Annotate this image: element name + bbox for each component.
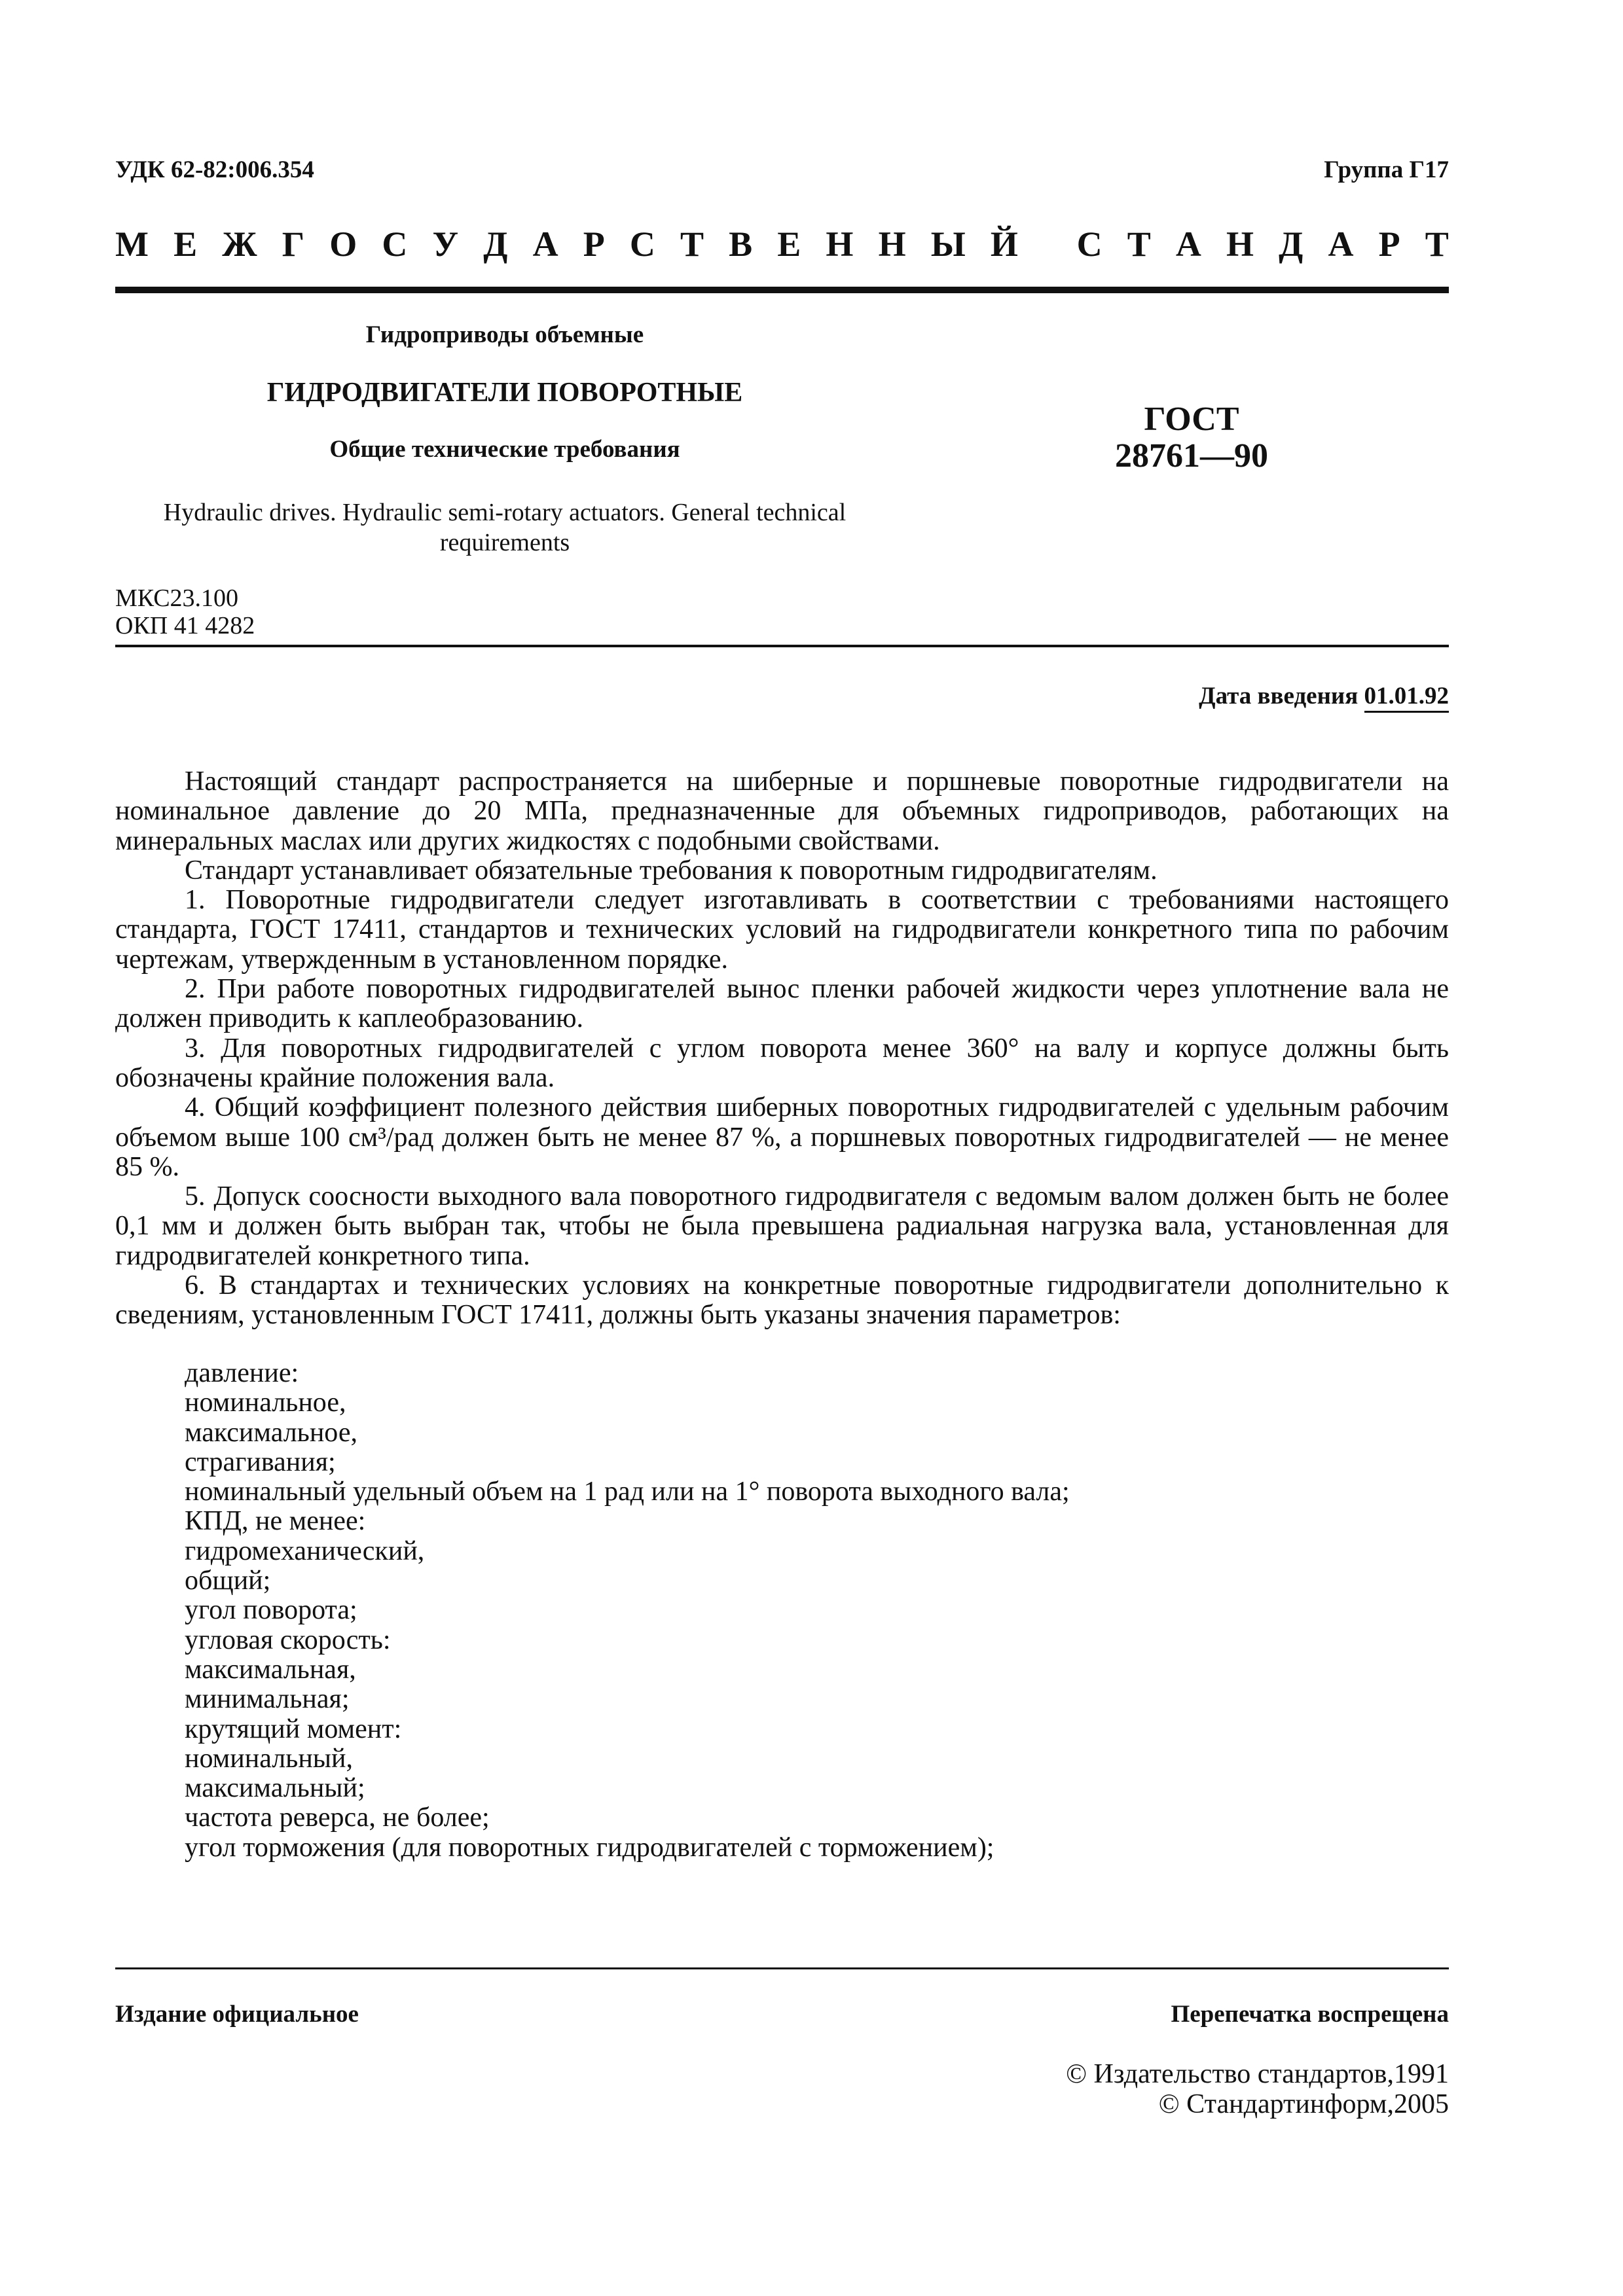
english-title — [115, 497, 894, 558]
introduction-date — [1199, 682, 1449, 710]
banner-letter — [1043, 226, 1052, 262]
banner-letter: В — [729, 224, 753, 264]
mks-code: МКС23.100 — [115, 584, 239, 612]
list-item: номинальный, — [185, 1743, 354, 1774]
udk-code: УДК 62-82:006.354 — [115, 156, 314, 183]
banner-letter: Т — [680, 224, 704, 264]
title-rule — [115, 645, 1449, 647]
banner-letter: Д — [483, 224, 508, 264]
banner-letter: Й — [990, 224, 1018, 264]
list-item: гидромеханический, — [185, 1535, 425, 1566]
english-title-line: requirements — [439, 529, 570, 556]
body-paragraph: 4. Общий коэффициент полезного действия шиберных поворотных гидродвигателей с удельным рабочим объемом выше 100 см³/рад должен быть не менее 87 %, а поршневых поворотных гидродвигателей — не менее 85 %. — [115, 1092, 1449, 1182]
body-paragraph: 2. При работе поворотных гидродвигателей вынос пленки рабочей жидкости через уплотнение вала не должен приводить к каплеобразованию. — [115, 974, 1449, 1034]
document-title: ГИДРОДВИГАТЕЛИ ПОВОРОТНЫЕ — [266, 378, 743, 408]
document-body — [115, 767, 1449, 1331]
banner-letter: Е — [777, 224, 801, 264]
banner-letter: О — [329, 224, 357, 264]
list-item: КПД, не менее: — [185, 1506, 366, 1537]
body-paragraph: Стандарт устанавливает обязательные требования к поворотным гидродвигателям. — [185, 855, 1158, 886]
banner-letter: Ж — [222, 224, 257, 264]
banner-letter: А — [532, 224, 558, 264]
banner-letter: С — [382, 224, 408, 264]
banner-letter: А — [1175, 224, 1201, 264]
copyright-block — [1066, 2059, 1449, 2119]
list-item: угол поворота; — [185, 1595, 357, 1626]
banner-letter: Н — [878, 224, 906, 264]
reprint-notice: Перепечатка воспрещена — [1171, 2001, 1449, 2028]
footer-rule — [115, 1967, 1449, 1969]
body-paragraph: 3. Для поворотных гидродвигателей с углом поворота менее 360° на валу и корпусе должны быть обозначены крайние положения вала. — [115, 1033, 1449, 1093]
list-item: максимальный; — [185, 1773, 365, 1804]
parameters-list — [185, 1359, 1070, 1863]
body-paragraph: 5. Допуск соосности выходного вала поворотного гидродвигателя с ведомым валом должен быть не более 0,1 мм и должен быть выбран так, чтобы не была превышена радиальная нагрузка вала, установленная для гидродвигателей конкретного типа. — [115, 1181, 1449, 1271]
list-item: общий; — [185, 1566, 271, 1596]
gost-number: 28761—90 — [1115, 437, 1268, 475]
banner-letter: Г — [282, 224, 305, 264]
list-item: максимальное, — [185, 1417, 357, 1448]
banner-letter: Д — [1279, 224, 1304, 264]
list-item: угловая скорость: — [185, 1624, 391, 1655]
list-item: угол торможения (для поворотных гидродвигателей с торможением); — [185, 1832, 994, 1863]
header-rule — [115, 287, 1449, 293]
banner-letter: Н — [1226, 224, 1254, 264]
gost-label: ГОСТ — [1144, 401, 1239, 438]
list-item: максимальная, — [185, 1654, 356, 1685]
banner-letter: У — [432, 224, 459, 264]
banner-letter: Т — [1127, 224, 1151, 264]
banner-letter: Р — [583, 224, 605, 264]
introduction-date-value: 01.01.92 — [1364, 683, 1450, 713]
subject-heading: Гидроприводы объемные — [365, 321, 644, 348]
standard-banner — [115, 226, 1449, 262]
list-item: крутящий момент: — [185, 1713, 402, 1744]
banner-letter: М — [115, 224, 149, 264]
banner-letter: Ы — [930, 224, 966, 264]
group-code: Группа Г17 — [1324, 156, 1449, 183]
list-item: номинальный удельный объем на 1 рад или на 1° поворота выходного вала; — [185, 1477, 1070, 1507]
official-edition: Издание официальное — [115, 2001, 359, 2028]
body-paragraph: 1. Поворотные гидродвигатели следует изготавливать в соответствии с требованиями настоящего стандарта, ГОСТ 17411, стандартов и технических условий на гидродвигатели конкретного типа по рабочим чертежам, утвержденным в установленном порядке. — [115, 885, 1449, 975]
banner-letter: С — [1076, 224, 1103, 264]
list-item: давление: — [185, 1358, 299, 1388]
body-paragraph: 6. В стандартах и технических условиях на конкретные поворотные гидродвигатели дополнительно к сведениям, установленным ГОСТ 17411, должны быть указаны значения параметров: — [115, 1270, 1449, 1331]
list-item: минимальная; — [185, 1684, 350, 1715]
list-item: частота реверса, не более; — [185, 1803, 490, 1833]
english-title-line: Hydraulic drives. Hydraulic semi-rotary actuators. General technical — [163, 499, 847, 526]
banner-letter: Н — [826, 224, 854, 264]
body-paragraph: Настоящий стандарт распространяется на шиберные и поршневые поворотные гидродвигатели на номинальное давление до 20 МПа, предназначенные для объемных гидроприводов, работающих на минеральных маслах или других жидкостях с подобными свойствами. — [115, 766, 1449, 856]
copyright-line: © Стандартинформ,2005 — [1158, 2089, 1449, 2119]
banner-letter: Е — [173, 224, 198, 264]
classification-codes — [115, 584, 255, 639]
banner-letter: Р — [1378, 224, 1400, 264]
banner-letter: Т — [1425, 224, 1449, 264]
document-subtitle: Общие технические требования — [329, 436, 680, 463]
introduction-date-label: Дата введения — [1199, 683, 1359, 709]
okp-code: ОКП 41 4282 — [115, 612, 255, 639]
list-item: страгивания; — [185, 1446, 336, 1477]
banner-letter: А — [1328, 224, 1354, 264]
banner-letter: С — [629, 224, 655, 264]
list-item: номинальное, — [185, 1388, 346, 1418]
copyright-line: © Издательство стандартов,1991 — [1066, 2059, 1449, 2089]
